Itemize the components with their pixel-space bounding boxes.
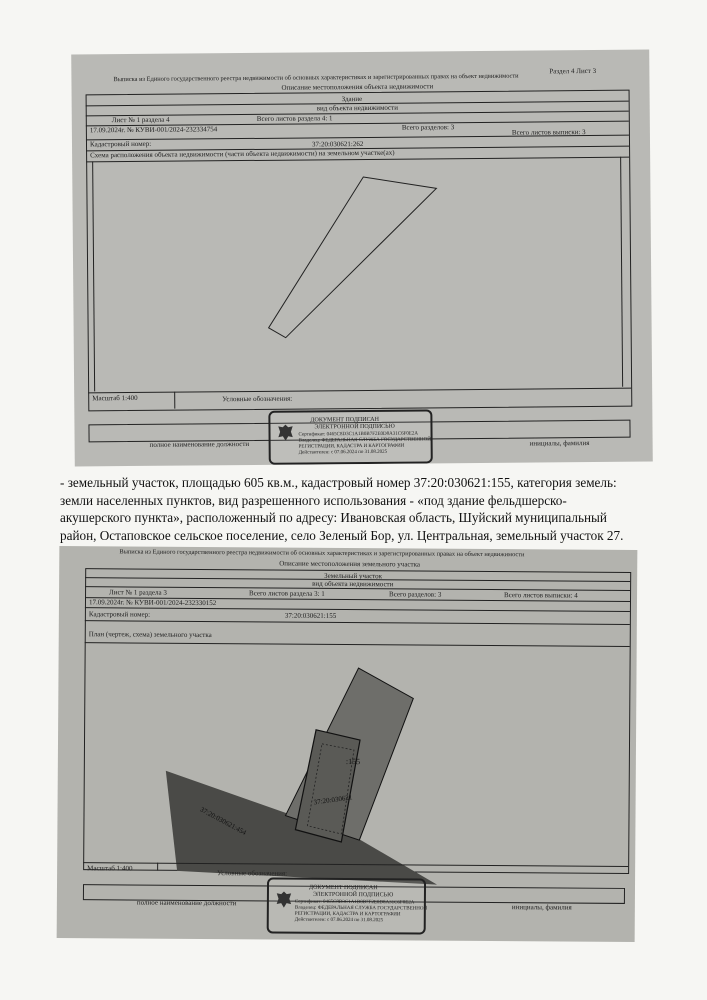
sheets-in-section: Всего листов раздела 4: 1 xyxy=(256,114,333,123)
digital-signature-stamp: ДОКУМЕНТ ПОДПИСАН ЭЛЕКТРОННОЙ ПОДПИСЬЮ Сертификат: 0465C8D3C1A1B0B7F2E0D8A31C6F0E2A Владелец: ФЕДЕРАЛЬНАЯ СЛУЖБА ГОСУДАРСТВЕННОЙ РЕГИСТРАЦИИ, КАДАСТРА И КАРТОГРАФИИ Действителен: с 07.06.2024 по 31.08.2025 xyxy=(268,409,432,464)
sections-total: Всего разделов: 3 xyxy=(401,123,455,132)
plan-label: План (чертеж, схема) земельного участка xyxy=(88,630,212,640)
extract-scan-building xyxy=(71,49,653,466)
cadastral-number-2: 37:20:030621:155 xyxy=(284,611,337,620)
quarter-number: 37:20:030621 xyxy=(313,793,353,807)
date-and-number: 17.09.2024г. № КУВИ-001/2024-232334754 xyxy=(89,125,218,135)
road-parcel-label: 37:20:030621:454 xyxy=(198,805,248,837)
object-kind-caption-2: вид объекта недвижимости xyxy=(312,579,394,589)
position-caption: полное наименование должности xyxy=(149,439,250,449)
description-line-3: акушерского пункта», расположенный по адресу: Ивановская область, Шуйский муниципальный xyxy=(60,510,607,525)
extract-title: Выписка из Единого государственного реестра недвижимости об основных характеристиках и зарегистрированных правах на объект недвижимости xyxy=(113,72,519,84)
sections-total-2: Всего разделов: 3 xyxy=(389,590,442,599)
extract-scan-land-plot xyxy=(57,546,638,942)
coat-of-arms-icon xyxy=(276,423,294,443)
object-kind-2: Земельный участок xyxy=(324,571,383,581)
date-and-number-2: 17.09.2024г. № КУВИ-001/2024-232330152 xyxy=(88,598,217,608)
description-line-4: район, Остаповское сельское поселение, село Зеленый Бор, ул. Центральная, земельный участок 27. xyxy=(60,527,624,543)
scale-label: Масштаб 1:400 xyxy=(92,393,138,403)
land-plot-description xyxy=(60,474,660,544)
building-contour xyxy=(267,176,437,337)
sheets-total: Всего листов выписки: 3 xyxy=(511,128,586,137)
extract-subtitle: Описание местоположения объекта недвижимости xyxy=(281,82,434,92)
extract-title-2: Выписка из Единого государственного реестра недвижимости об основных характеристиках и зарегистрированных правах на объект недвижимости xyxy=(119,548,525,559)
sheet-label-2: Лист № 1 раздела 3 xyxy=(109,588,167,597)
object-kind: Здание xyxy=(341,94,363,104)
description-line-2: земли населенных пунктов, вид разрешенного использования - «под здание фельдшерско- xyxy=(60,492,567,508)
section-sheet-number: Раздел 4 Лист 3 xyxy=(549,66,597,76)
plot-label: :155 xyxy=(345,756,361,767)
digital-signature-stamp-2: ДОКУМЕНТ ПОДПИСАН ЭЛЕКТРОННОЙ ПОДПИСЬЮ Сертификат: 0465C8D3C1A1B0B7F2E0D8A31C6F0E2A Владелец: ФЕДЕРАЛЬНАЯ СЛУЖБА ГОСУДАРСТВЕННОЙ РЕГИСТРАЦИИ, КАДАСТРА И КАРТОГРАФИИ Действителен: с 07.06.2024 по 31.08.2025 xyxy=(267,877,426,934)
cadastral-label-2: Кадастровый номер: xyxy=(88,610,151,619)
legend-label: Условные обозначения: xyxy=(222,394,293,404)
extract-subtitle-2: Описание местоположения земельного участка xyxy=(279,559,421,569)
cadastral-label: Кадастровый номер: xyxy=(89,139,152,149)
sheet-label: Лист № 1 раздела 4 xyxy=(111,115,170,125)
sheets-total-2: Всего листов выписки: 4 xyxy=(504,591,578,600)
scale-label-2: Масштаб 1:400 xyxy=(87,864,133,873)
name-caption: инициалы, фамилия xyxy=(529,439,590,448)
building-footprint-drawing xyxy=(71,49,653,466)
position-caption-2: полное наименование должности xyxy=(136,898,237,908)
name-caption-2: инициалы, фамилия xyxy=(511,903,572,912)
coat-of-arms-icon-2 xyxy=(275,890,293,910)
sheets-in-section-2: Всего листов раздела 3: 1 xyxy=(249,589,325,598)
scheme-label: Схема расположения объекта недвижимости (части объекта недвижимости) на земельном участке(ах) xyxy=(90,148,395,160)
legend-label-2: Условные обозначения: xyxy=(217,869,288,878)
description-line-1: - земельный участок, площадью 605 кв.м., кадастровый номер 37:20:030621:155, категория земель: xyxy=(60,475,617,490)
cadastral-number: 37:20:030621:262 xyxy=(311,139,364,149)
object-kind-caption: вид объекта недвижимости xyxy=(316,103,398,113)
